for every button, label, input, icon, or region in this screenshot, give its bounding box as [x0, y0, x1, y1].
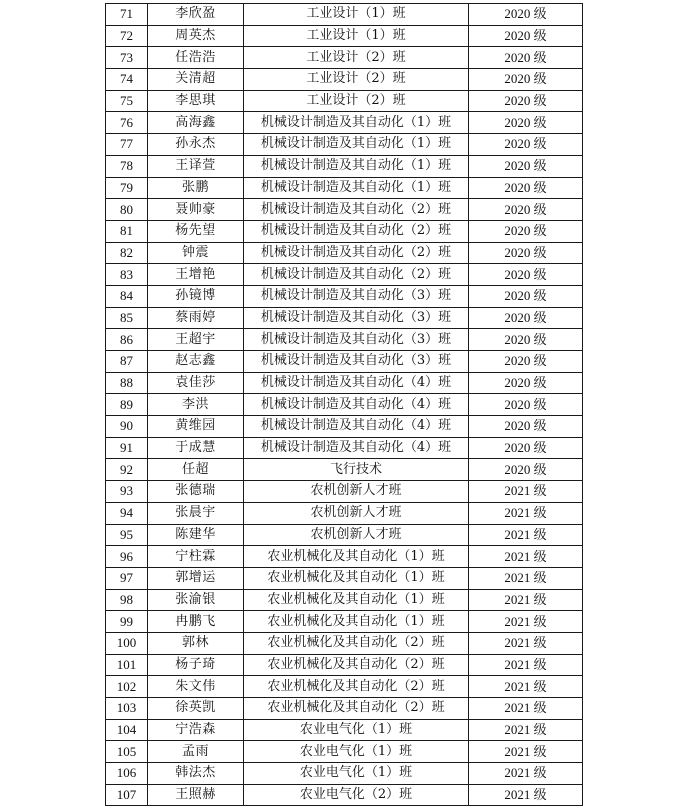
table-row	[106, 589, 583, 611]
table-row	[106, 611, 583, 633]
grade-cell: 2020 级	[469, 372, 583, 394]
table-row	[106, 199, 583, 221]
class-name-cell: 机械设计制造及其自动化（3）班	[244, 351, 469, 373]
table-row	[106, 47, 583, 69]
grade-cell: 2021 级	[469, 481, 583, 503]
class-name-cell: 机械设计制造及其自动化（3）班	[244, 307, 469, 329]
student-name-cell: 任超	[148, 459, 244, 481]
grade-cell: 2021 级	[469, 524, 583, 546]
student-name-cell: 冉鹏飞	[148, 611, 244, 633]
student-name-cell: 周英杰	[148, 25, 244, 47]
class-name-cell: 工业设计（1）班	[244, 4, 469, 26]
grade-cell: 2021 级	[469, 741, 583, 763]
class-name-cell: 农业机械化及其自动化（1）班	[244, 611, 469, 633]
table-row	[106, 524, 583, 546]
row-number-cell: 72	[106, 25, 148, 47]
class-name-cell: 农机创新人才班	[244, 481, 469, 503]
class-name-cell: 工业设计（2）班	[244, 69, 469, 91]
table-row	[106, 632, 583, 654]
class-name-cell: 机械设计制造及其自动化（3）班	[244, 329, 469, 351]
student-name-cell: 朱文伟	[148, 676, 244, 698]
class-name-cell: 机械设计制造及其自动化（2）班	[244, 220, 469, 242]
row-number-cell: 74	[106, 69, 148, 91]
student-name-cell: 蔡雨婷	[148, 307, 244, 329]
row-number-cell: 102	[106, 676, 148, 698]
grade-cell: 2020 级	[469, 242, 583, 264]
row-number-cell: 101	[106, 654, 148, 676]
class-name-cell: 农业机械化及其自动化（2）班	[244, 676, 469, 698]
class-name-cell: 机械设计制造及其自动化（2）班	[244, 199, 469, 221]
class-name-cell: 农机创新人才班	[244, 502, 469, 524]
row-number-cell: 105	[106, 741, 148, 763]
student-name-cell: 赵志鑫	[148, 351, 244, 373]
student-name-cell: 杨子琦	[148, 654, 244, 676]
row-number-cell: 97	[106, 567, 148, 589]
class-name-cell: 机械设计制造及其自动化（4）班	[244, 437, 469, 459]
row-number-cell: 92	[106, 459, 148, 481]
table-row	[106, 394, 583, 416]
grade-cell: 2020 级	[469, 220, 583, 242]
grade-cell: 2020 级	[469, 437, 583, 459]
row-number-cell: 96	[106, 546, 148, 568]
grade-cell: 2021 级	[469, 784, 583, 806]
class-name-cell: 农业电气化（1）班	[244, 719, 469, 741]
class-name-cell: 机械设计制造及其自动化（1）班	[244, 134, 469, 156]
row-number-cell: 78	[106, 155, 148, 177]
class-name-cell: 农业电气化（1）班	[244, 763, 469, 785]
class-name-cell: 机械设计制造及其自动化（1）班	[244, 177, 469, 199]
student-name-cell: 黄维园	[148, 416, 244, 438]
student-name-cell: 王超宇	[148, 329, 244, 351]
class-name-cell: 机械设计制造及其自动化（4）班	[244, 372, 469, 394]
row-number-cell: 103	[106, 698, 148, 720]
row-number-cell: 77	[106, 134, 148, 156]
table-row	[106, 177, 583, 199]
table-row	[106, 220, 583, 242]
student-name-cell: 李欣盈	[148, 4, 244, 26]
row-number-cell: 91	[106, 437, 148, 459]
row-number-cell: 83	[106, 264, 148, 286]
student-name-cell: 郭林	[148, 632, 244, 654]
grade-cell: 2020 级	[469, 134, 583, 156]
class-name-cell: 农业机械化及其自动化（2）班	[244, 654, 469, 676]
class-name-cell: 农业机械化及其自动化（2）班	[244, 698, 469, 720]
table-row	[106, 69, 583, 91]
student-name-cell: 陈建华	[148, 524, 244, 546]
grade-cell: 2021 级	[469, 698, 583, 720]
row-number-cell: 81	[106, 220, 148, 242]
grade-cell: 2021 级	[469, 654, 583, 676]
class-name-cell: 机械设计制造及其自动化（3）班	[244, 285, 469, 307]
row-number-cell: 107	[106, 784, 148, 806]
row-number-cell: 104	[106, 719, 148, 741]
table-row	[106, 784, 583, 806]
grade-cell: 2021 级	[469, 589, 583, 611]
table-row	[106, 481, 583, 503]
student-name-cell: 张渝银	[148, 589, 244, 611]
student-name-cell: 宁柱霖	[148, 546, 244, 568]
student-name-cell: 宁浩森	[148, 719, 244, 741]
student-name-cell: 王照赫	[148, 784, 244, 806]
row-number-cell: 71	[106, 4, 148, 26]
student-name-cell: 王译萱	[148, 155, 244, 177]
class-name-cell: 工业设计（2）班	[244, 90, 469, 112]
student-name-cell: 任浩浩	[148, 47, 244, 69]
class-name-cell: 机械设计制造及其自动化（1）班	[244, 112, 469, 134]
class-name-cell: 机械设计制造及其自动化（2）班	[244, 264, 469, 286]
table-row	[106, 134, 583, 156]
grade-cell: 2021 级	[469, 676, 583, 698]
student-name-cell: 杨先望	[148, 220, 244, 242]
class-name-cell: 农业机械化及其自动化（1）班	[244, 546, 469, 568]
table-row	[106, 112, 583, 134]
student-roster-table	[105, 3, 583, 806]
table-row	[106, 155, 583, 177]
row-number-cell: 106	[106, 763, 148, 785]
student-name-cell: 郭增运	[148, 567, 244, 589]
table-row	[106, 502, 583, 524]
grade-cell: 2020 级	[469, 112, 583, 134]
grade-cell: 2021 级	[469, 567, 583, 589]
student-name-cell: 高海鑫	[148, 112, 244, 134]
table-row	[106, 698, 583, 720]
grade-cell: 2020 级	[469, 329, 583, 351]
row-number-cell: 79	[106, 177, 148, 199]
class-name-cell: 工业设计（2）班	[244, 47, 469, 69]
grade-cell: 2021 级	[469, 763, 583, 785]
table-row	[106, 351, 583, 373]
grade-cell: 2020 级	[469, 69, 583, 91]
grade-cell: 2020 级	[469, 155, 583, 177]
row-number-cell: 76	[106, 112, 148, 134]
class-name-cell: 机械设计制造及其自动化（2）班	[244, 242, 469, 264]
class-name-cell: 农机创新人才班	[244, 524, 469, 546]
grade-cell: 2020 级	[469, 459, 583, 481]
row-number-cell: 86	[106, 329, 148, 351]
student-name-cell: 王增艳	[148, 264, 244, 286]
table-row	[106, 242, 583, 264]
row-number-cell: 94	[106, 502, 148, 524]
class-name-cell: 工业设计（1）班	[244, 25, 469, 47]
table-row	[106, 90, 583, 112]
grade-cell: 2020 级	[469, 25, 583, 47]
table-row	[106, 567, 583, 589]
table-row	[106, 763, 583, 785]
table-row	[106, 546, 583, 568]
row-number-cell: 90	[106, 416, 148, 438]
grade-cell: 2021 级	[469, 546, 583, 568]
row-number-cell: 82	[106, 242, 148, 264]
class-name-cell: 农业电气化（1）班	[244, 741, 469, 763]
student-name-cell: 张晨宇	[148, 502, 244, 524]
student-name-cell: 聂帅豪	[148, 199, 244, 221]
row-number-cell: 85	[106, 307, 148, 329]
class-name-cell: 机械设计制造及其自动化（4）班	[244, 416, 469, 438]
table-row	[106, 719, 583, 741]
student-name-cell: 韩法杰	[148, 763, 244, 785]
grade-cell: 2020 级	[469, 264, 583, 286]
class-name-cell: 农业机械化及其自动化（2）班	[244, 632, 469, 654]
row-number-cell: 95	[106, 524, 148, 546]
table-row	[106, 372, 583, 394]
grade-cell: 2021 级	[469, 632, 583, 654]
row-number-cell: 75	[106, 90, 148, 112]
class-name-cell: 机械设计制造及其自动化（4）班	[244, 394, 469, 416]
table-row	[106, 654, 583, 676]
table-row	[106, 25, 583, 47]
table-row	[106, 741, 583, 763]
student-name-cell: 徐英凯	[148, 698, 244, 720]
grade-cell: 2021 级	[469, 719, 583, 741]
class-name-cell: 农业机械化及其自动化（1）班	[244, 589, 469, 611]
table-row	[106, 329, 583, 351]
grade-cell: 2021 级	[469, 502, 583, 524]
student-name-cell: 李洪	[148, 394, 244, 416]
student-name-cell: 张德瑞	[148, 481, 244, 503]
row-number-cell: 80	[106, 199, 148, 221]
class-name-cell: 农业电气化（2）班	[244, 784, 469, 806]
grade-cell: 2020 级	[469, 351, 583, 373]
student-name-cell: 孙镜博	[148, 285, 244, 307]
grade-cell: 2020 级	[469, 47, 583, 69]
row-number-cell: 88	[106, 372, 148, 394]
row-number-cell: 98	[106, 589, 148, 611]
class-name-cell: 机械设计制造及其自动化（1）班	[244, 155, 469, 177]
grade-cell: 2020 级	[469, 177, 583, 199]
class-name-cell: 农业机械化及其自动化（1）班	[244, 567, 469, 589]
grade-cell: 2020 级	[469, 90, 583, 112]
table-row	[106, 264, 583, 286]
row-number-cell: 100	[106, 632, 148, 654]
student-name-cell: 孟雨	[148, 741, 244, 763]
row-number-cell: 84	[106, 285, 148, 307]
grade-cell: 2021 级	[469, 611, 583, 633]
class-name-cell: 飞行技术	[244, 459, 469, 481]
table-row	[106, 437, 583, 459]
student-name-cell: 李思琪	[148, 90, 244, 112]
row-number-cell: 89	[106, 394, 148, 416]
grade-cell: 2020 级	[469, 416, 583, 438]
student-name-cell: 钟震	[148, 242, 244, 264]
student-name-cell: 张鹏	[148, 177, 244, 199]
grade-cell: 2020 级	[469, 307, 583, 329]
table-row	[106, 459, 583, 481]
grade-cell: 2020 级	[469, 285, 583, 307]
student-name-cell: 于成慧	[148, 437, 244, 459]
student-name-cell: 关清超	[148, 69, 244, 91]
table-row	[106, 285, 583, 307]
row-number-cell: 73	[106, 47, 148, 69]
student-name-cell: 袁佳莎	[148, 372, 244, 394]
table-row	[106, 676, 583, 698]
grade-cell: 2020 级	[469, 4, 583, 26]
student-name-cell: 孙永杰	[148, 134, 244, 156]
grade-cell: 2020 级	[469, 199, 583, 221]
row-number-cell: 93	[106, 481, 148, 503]
row-number-cell: 99	[106, 611, 148, 633]
table-row	[106, 307, 583, 329]
table-row	[106, 4, 583, 26]
table-row	[106, 416, 583, 438]
roster-table-body	[106, 4, 583, 806]
grade-cell: 2020 级	[469, 394, 583, 416]
row-number-cell: 87	[106, 351, 148, 373]
